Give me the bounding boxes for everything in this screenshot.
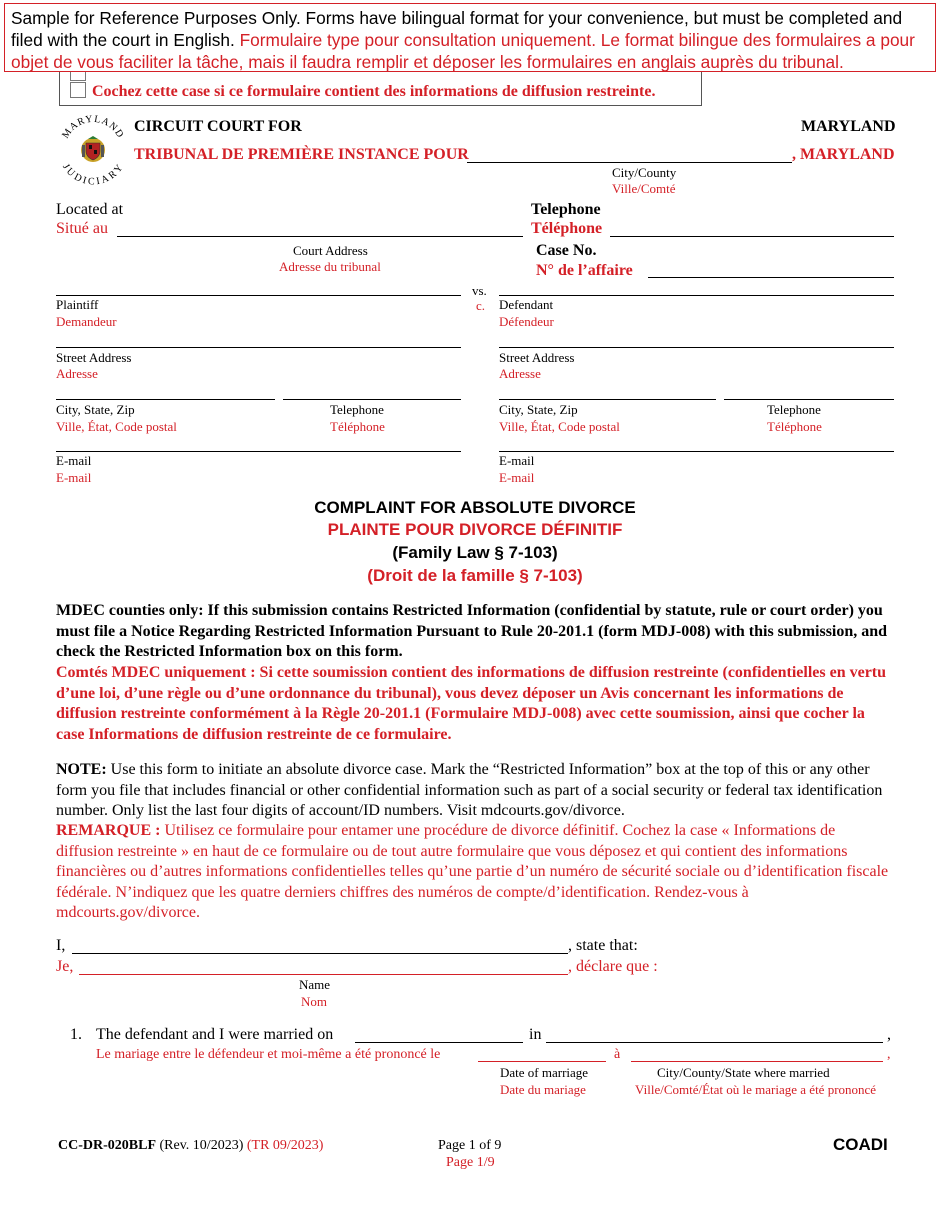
form-revision: (Rev. 10/2023) [159, 1138, 244, 1153]
defendant-email-caption: E-mail [499, 453, 535, 468]
plaintiff-city-caption-fr: Ville, État, Code postal [56, 419, 177, 434]
plaintiff-phone-caption: Telephone [330, 402, 384, 417]
plaintiff-name-field[interactable] [56, 295, 461, 296]
form-id-footer [58, 1138, 323, 1154]
maryland-judiciary-seal [55, 112, 131, 188]
defendant-caption: Defendant [499, 297, 554, 312]
marriage-place-field[interactable] [546, 1042, 883, 1043]
defendant-street-caption-fr: Adresse [499, 366, 541, 381]
statement-name-field[interactable] [72, 953, 568, 954]
court-address-field[interactable] [117, 236, 523, 237]
court-state-en: MARYLAND [801, 118, 896, 135]
court-address-caption: Court Address [293, 243, 368, 258]
reference-notice [4, 3, 936, 72]
versus-label: vs. [472, 283, 487, 298]
case-number-label: Case No. [536, 242, 597, 259]
mdec-notice: MDEC counties only: If this submission contains Restricted Information (confidential by statute, rule or court order) you must file a Notice Regarding Restricted Information Pursuant to Rule 20-201.1 (form MDJ-008) with this submission, and check the Restricted Information box on this form. [56, 602, 888, 661]
marriage-place-caption: City/County/State where married [657, 1065, 830, 1080]
plaintiff-street-field[interactable] [56, 347, 461, 348]
marriage-place-caption-fr: Ville/Comté/État où le mariage a été prononcé [635, 1082, 877, 1097]
statement-state-that: , state that: [568, 937, 638, 954]
statement-i-fr: Je, [56, 958, 74, 975]
court-state-fr: , MARYLAND [792, 146, 895, 163]
circuit-court-label-fr: TRIBUNAL DE PREMIÈRE INSTANCE POUR [134, 146, 469, 163]
plaintiff-street-caption-fr: Adresse [56, 366, 98, 381]
city-county-caption-fr: Ville/Comté [612, 181, 676, 196]
plaintiff-caption: Plaintiff [56, 297, 99, 312]
marriage-date-caption: Date of marriage [500, 1065, 589, 1080]
marriage-date-field[interactable] [355, 1042, 523, 1043]
statement-name-caption-fr: Nom [301, 994, 327, 1009]
item-1-in-fr: à [614, 1047, 621, 1062]
note-label-fr: REMARQUE : [56, 822, 161, 839]
case-number-field[interactable] [648, 277, 894, 278]
seal-bottom-text: JUDICIARY [60, 161, 126, 188]
page-number: Page 1 of 9 [438, 1138, 502, 1153]
form-code: COADI [833, 1135, 888, 1154]
mdec-notice-fr: Comtés MDEC uniquement : Si cette soumission contient des informations de diffusion restreinte (confidentielles en vertu d’une loi, d’une règle ou d’une ordonnance du tribunal), vous devez déposer un Avis concernant les informations de diffusion restreinte conformément à la Règle 20-201.1 (Formulaire MDJ-008) avec cette soumission, ainsi que cocher la case Informations de diffusion restreinte de ce formulaire. [56, 664, 887, 743]
defendant-city-field[interactable] [499, 399, 716, 400]
notice-english: Sample for Reference Purposes Only. Forms have bilingual format for your convenience, but must be completed and filed with the court in English. [11, 8, 903, 50]
defendant-email-caption-fr: E-mail [499, 470, 535, 485]
city-county-caption: City/County [612, 165, 677, 180]
plaintiff-email-field[interactable] [56, 451, 461, 452]
circuit-court-label: CIRCUIT COURT FOR [134, 118, 302, 135]
marriage-place-field-fr [631, 1061, 883, 1062]
plaintiff-city-caption: City, State, Zip [56, 402, 135, 417]
defendant-name-field[interactable] [499, 295, 894, 296]
case-number-label-fr: N° de l’affaire [536, 262, 633, 279]
note-text: Use this form to initiate an absolute divorce case. Mark the “Restricted Information” box at the top of this or any other form you file that includes financial or other confidential information such as part of a social security or federal tax identification number. Only list the last four digits of account/ID numbers. Visit mdcourts.gov/divorce. [56, 761, 883, 820]
statement-state-that-fr: , déclare que : [568, 958, 658, 975]
defendant-city-caption: City, State, Zip [499, 402, 578, 417]
note-label: NOTE: [56, 761, 107, 778]
located-at-label: Located at [56, 201, 124, 218]
form-title-fr: PLAINTE POUR DIVORCE DÉFINITIF [327, 520, 623, 539]
restricted-info-checkbox-fr[interactable] [70, 82, 86, 98]
marriage-date-caption-fr: Date du mariage [500, 1082, 586, 1097]
plaintiff-phone-field[interactable] [283, 399, 461, 400]
item-1-text-fr: Le mariage entre le défendeur et moi-même a été prononcé le [96, 1047, 441, 1062]
statement-name-caption: Name [299, 977, 331, 992]
note-paragraph [56, 760, 896, 822]
item-1-comma: , [887, 1026, 891, 1043]
plaintiff-city-field[interactable] [56, 399, 275, 400]
page-number-fr: Page 1/9 [446, 1155, 495, 1170]
form-translation-revision: (TR 09/2023) [246, 1138, 324, 1153]
defendant-phone-field[interactable] [724, 399, 894, 400]
plaintiff-caption-fr: Demandeur [56, 314, 117, 329]
restricted-info-label-fr: Cochez cette case si ce formulaire contient des informations de diffusion restreinte. [92, 83, 656, 100]
note-text-fr: Utilisez ce formulaire pour entamer une procédure de divorce définitif. Cochez la case « Informations de diffusion restreinte » en haut de ce formulaire ou de tout autre formulaire que vous déposez et qui contient des informations financières ou d’autres informations confidentielles telles qu’une partie d’un numéro de sécurité sociale ou d’identification fiscale fédérale. N’indiquez que les quatre derniers chiffres des numéros de compte/d’identification. Rendez-vous à mdcourts.gov/divorce. [56, 822, 889, 922]
court-city-field[interactable] [467, 162, 792, 163]
defendant-phone-caption-fr: Téléphone [767, 419, 822, 434]
form-id: CC-DR-020BLF [58, 1138, 156, 1153]
plaintiff-phone-caption-fr: Téléphone [330, 419, 385, 434]
defendant-caption-fr: Défendeur [499, 314, 554, 329]
item-1-comma-fr: , [887, 1047, 891, 1062]
item-1-text: The defendant and I were married on [96, 1026, 334, 1043]
versus-label-fr: c. [476, 298, 486, 313]
restricted-info-row-fr [70, 82, 655, 101]
court-telephone-field[interactable] [610, 236, 894, 237]
statement-name-field-fr [79, 974, 568, 975]
notice-french: Formulaire type pour consultation uniquement. Le format bilingue des formulaires a pour objet de vous faciliter la tâche, mais il faudra remplir et déposer les formulaires en anglais auprès du tribunal. [11, 30, 915, 72]
plaintiff-email-caption-fr: E-mail [56, 470, 92, 485]
telephone-label: Telephone [531, 201, 601, 218]
form-statute-fr: (Droit de la famille § 7-103) [367, 566, 583, 585]
located-at-label-fr: Situé au [56, 220, 108, 237]
statement-i: I, [56, 937, 66, 954]
defendant-email-field[interactable] [499, 451, 894, 452]
court-address-caption-fr: Adresse du tribunal [279, 259, 381, 274]
note-paragraph-fr [56, 821, 896, 924]
marriage-date-field-fr [478, 1061, 606, 1062]
plaintiff-email-caption: E-mail [56, 453, 92, 468]
item-1-number: 1. [70, 1026, 82, 1043]
seal-top-text: MARYLAND [60, 113, 126, 141]
defendant-street-field[interactable] [499, 347, 894, 348]
defendant-city-caption-fr: Ville, État, Code postal [499, 419, 620, 434]
telephone-label-fr: Téléphone [531, 220, 603, 237]
defendant-phone-caption: Telephone [767, 402, 821, 417]
defendant-street-caption: Street Address [499, 350, 575, 365]
plaintiff-street-caption: Street Address [56, 350, 132, 365]
svg-text:JUDICIARY [60, 162, 126, 188]
form-title: COMPLAINT FOR ABSOLUTE DIVORCE [314, 498, 636, 517]
form-statute: (Family Law § 7-103) [392, 543, 558, 562]
item-1-in: in [529, 1026, 542, 1043]
